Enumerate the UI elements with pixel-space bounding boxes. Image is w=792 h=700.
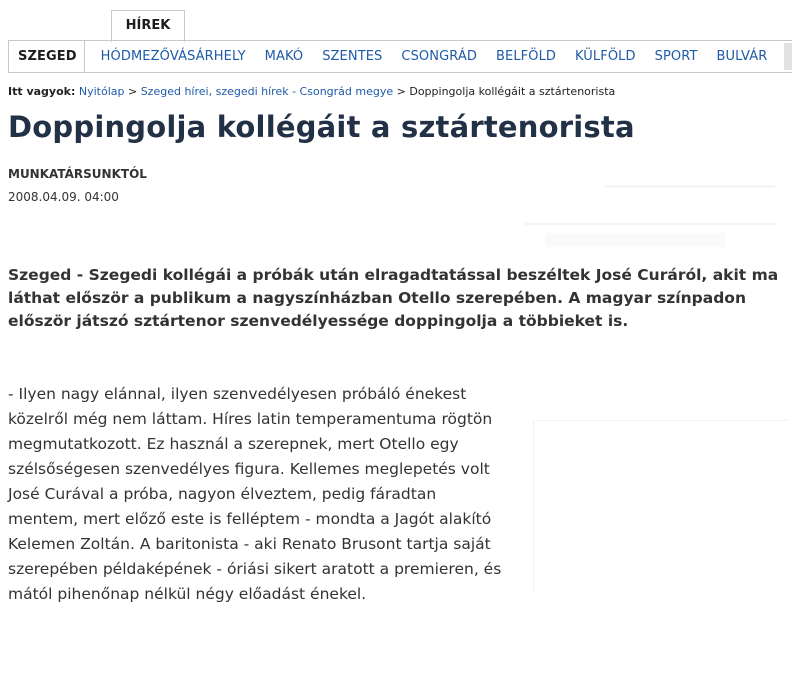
- section-nav: [8, 40, 792, 73]
- nav-scroll-handle[interactable]: [784, 43, 792, 70]
- nav-item-sport[interactable]: SPORT: [654, 49, 698, 64]
- breadcrumb-current: Doppingolja kollégáit a sztártenorista: [409, 85, 616, 98]
- nav-item-szeged[interactable]: SZEGED: [18, 49, 77, 64]
- nav-item-csongrád[interactable]: CSONGRÁD: [401, 49, 477, 64]
- breadcrumb-separator: >: [396, 85, 406, 98]
- nav-items: [8, 41, 786, 72]
- breadcrumb-home-link[interactable]: Nyitólap: [78, 85, 125, 98]
- breadcrumb-separator: >: [127, 85, 138, 98]
- article-author: MUNKATÁRSUNKTÓL: [8, 167, 147, 181]
- article-lead: Szeged - Szegedi kollégái a próbák után elragadtatással beszéltek José Curáról, akit ma láthat először a publikum a nagyszínházban Otello szerepében. A magyar színpadon először játszó sztártenor szenvedélyessége doppingolja a többieket is.: [8, 266, 779, 330]
- side-ad-placeholder: [533, 420, 789, 591]
- nav-item-makó[interactable]: MAKÓ: [264, 49, 304, 64]
- faded-ad-image: [505, 175, 780, 255]
- nav-item-külföld[interactable]: KÜLFÖLD: [575, 49, 636, 64]
- nav-item-belföld[interactable]: BELFÖLD: [495, 49, 557, 64]
- article-date: 2008.04.09. 04:00: [8, 190, 119, 204]
- nav-item-hódmezővásárhely[interactable]: HÓDMEZŐVÁSÁRHELY: [100, 49, 246, 64]
- tab-hirek[interactable]: HÍREK: [111, 10, 185, 42]
- breadcrumb-label: Itt vagyok:: [8, 85, 76, 98]
- page-title: Doppingolja kollégáit a sztártenorista: [8, 110, 635, 144]
- breadcrumb-section-link[interactable]: Szeged hírei, szegedi hírek - Csongrád megye: [140, 85, 394, 98]
- breadcrumb: [8, 85, 615, 98]
- nav-item-szentes[interactable]: SZENTES: [322, 49, 383, 64]
- nav-item-bulvár[interactable]: BULVÁR: [716, 49, 768, 64]
- article-body: - Ilyen nagy elánnal, ilyen szenvedélyesen próbáló énekest közelről még nem láttam. Híres latin temperamentuma rögtön megmutatkozott. Ez használ a szerepnek, mert Otello egy szélsőségesen szenvedélyes figura. Kellemes meglepetés volt José Curával a próba, nagyon élveztem, pedig fáradtan mentem, mert előző este is felléptem - mondta a Jagót alakító Kelemen Zoltán. A baritonista - aki Renato Brusont tartja saját szerepében példaképének - óriási sikert aratott a premieren, és mától pihenőnap nélkül négy előadást énekel.: [8, 385, 502, 603]
